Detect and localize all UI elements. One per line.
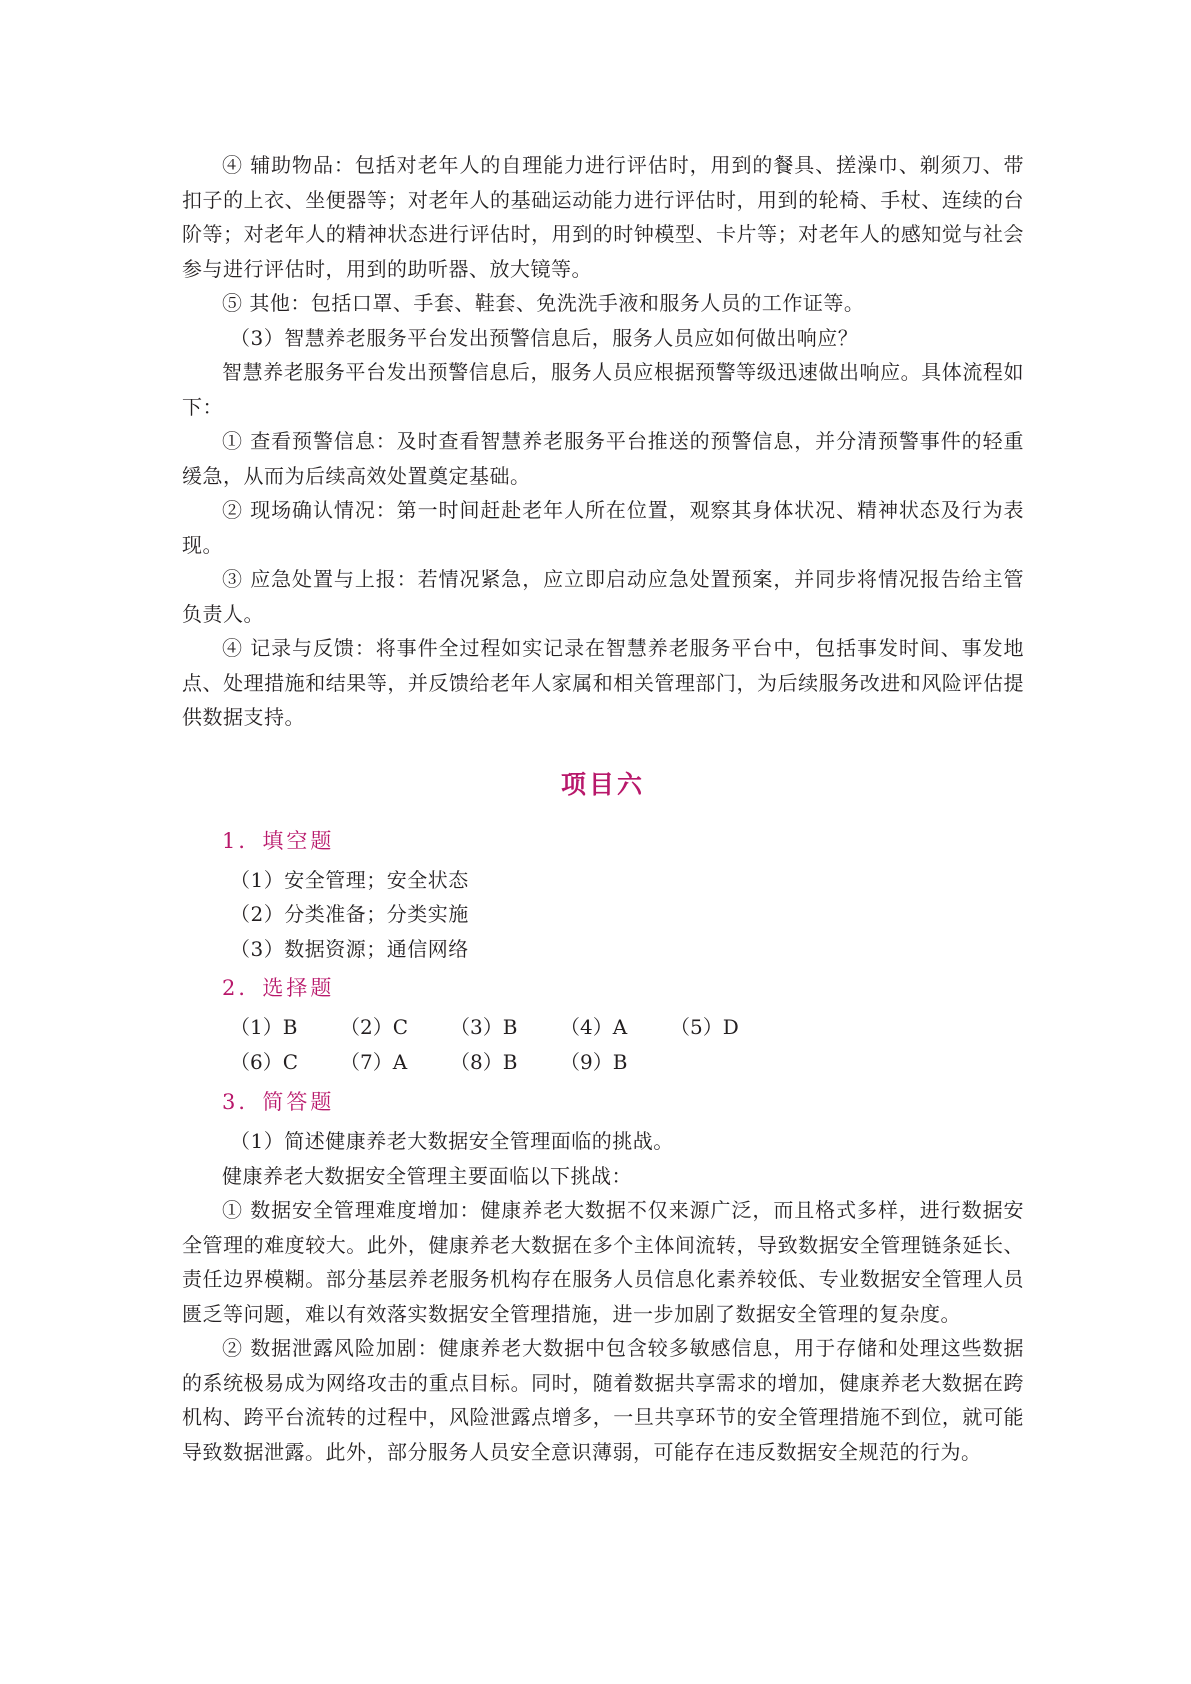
short-answer-point-2: ② 数据泄露风险加剧：健康养老大数据中包含较多敏感信息，用于存储和处理这些数据的系统极易成为网络攻击的重点目标。同时，随着数据共享需求的增加，健康养老大数据在跨机构、跨平台流转的过程中，风险泄露点增多，一旦共享环节的安全管理措施不到位，就可能导致数据泄露。此外，部分服务人员安全意识薄弱，可能存在违反数据安全规范的行为。 [182,1336,1024,1464]
fill-answer-3: （3）数据资源；通信网络 [230,936,469,961]
fill-blank-heading: 1．填空题 [222,828,335,853]
choice-answer-1: （1）B [230,1015,298,1039]
choice-answer-5: （5）D [670,1015,739,1039]
choice-answers-row-1 [182,1010,1024,1045]
choice-answer-8: （8）B [450,1050,518,1074]
fill-answer-2: （2）分类准备；分类实施 [230,902,469,926]
choice-answers-row-2 [182,1045,1024,1080]
question-3: （3）智慧养老服务平台发出预警信息后，服务人员应如何做出响应？ [230,325,859,350]
short-answer-point-1: ① 数据安全管理难度增加：健康养老大数据不仅来源广泛，而且格式多样，进行数据安全管理的难度较大。此外，健康养老大数据在多个主体间流转，导致数据安全管理链条延长、责任边界模糊。部分基层养老服务机构存在服务人员信息化素养较低、专业数据安全管理人员匮乏等问题，难以有效落实数据安全管理措施，进一步加剧了数据安全管理的复杂度。 [182,1198,1024,1326]
short-answer-lead: 健康养老大数据安全管理主要面临以下挑战： [222,1163,632,1188]
paragraph-step-4: ④ 记录与反馈：将事件全过程如实记录在智慧养老服务平台中，包括事发时间、事发地点、处理措施和结果等，并反馈给老年人家属和相关管理部门，为后续服务改进和风险评估提供数据支持。 [182,636,1024,729]
choice-answer-2: （2）C [340,1015,409,1039]
choice-answer-9: （9）B [560,1050,628,1074]
choice-answer-4: （4）A [560,1015,628,1039]
short-question-1: （1）简述健康养老大数据安全管理面临的挑战。 [230,1129,674,1153]
project-title: 项目六 [560,769,645,799]
paragraph-step-2: ② 现场确认情况：第一时间赶赴老年人所在位置，观察其身体状况、精神状态及行为表现。 [182,498,1024,557]
paragraph-auxiliary-items: ④ 辅助物品：包括对老年人的自理能力进行评估时，用到的餐具、搓澡巾、剃须刀、带扣子的上衣、坐便器等；对老年人的基础运动能力进行评估时，用到的轮椅、手杖、连续的台阶等；对老年人的精神状态进行评估时，用到的时钟模型、卡片等；对老年人的感知觉与社会参与进行评估时，用到的助听器、放大镜等。 [182,153,1024,281]
page-content [182,148,1024,1469]
fill-answer-1: （1）安全管理；安全状态 [230,867,469,892]
paragraph-response-intro: 智慧养老服务平台发出预警信息后，服务人员应根据预警等级迅速做出响应。具体流程如下： [182,360,1024,419]
choice-answer-3: （3）B [450,1015,518,1039]
choice-heading: 2．选择题 [222,976,335,1000]
choice-answer-6: （6）C [230,1050,299,1074]
choice-answer-7: （7）A [340,1050,408,1074]
paragraph-step-3: ③ 应急处置与上报：若情况紧急，应立即启动应急处置预案，并同步将情况报告给主管负责人。 [182,567,1024,626]
short-answer-heading: 3．简答题 [222,1090,335,1114]
paragraph-step-1: ① 查看预警信息：及时查看智慧养老服务平台推送的预警信息，并分清预警事件的轻重缓急，从而为后续高效处置奠定基础。 [182,429,1024,488]
paragraph-other-items: ⑤ 其他：包括口罩、手套、鞋套、免洗洗手液和服务人员的工作证等。 [222,291,865,315]
